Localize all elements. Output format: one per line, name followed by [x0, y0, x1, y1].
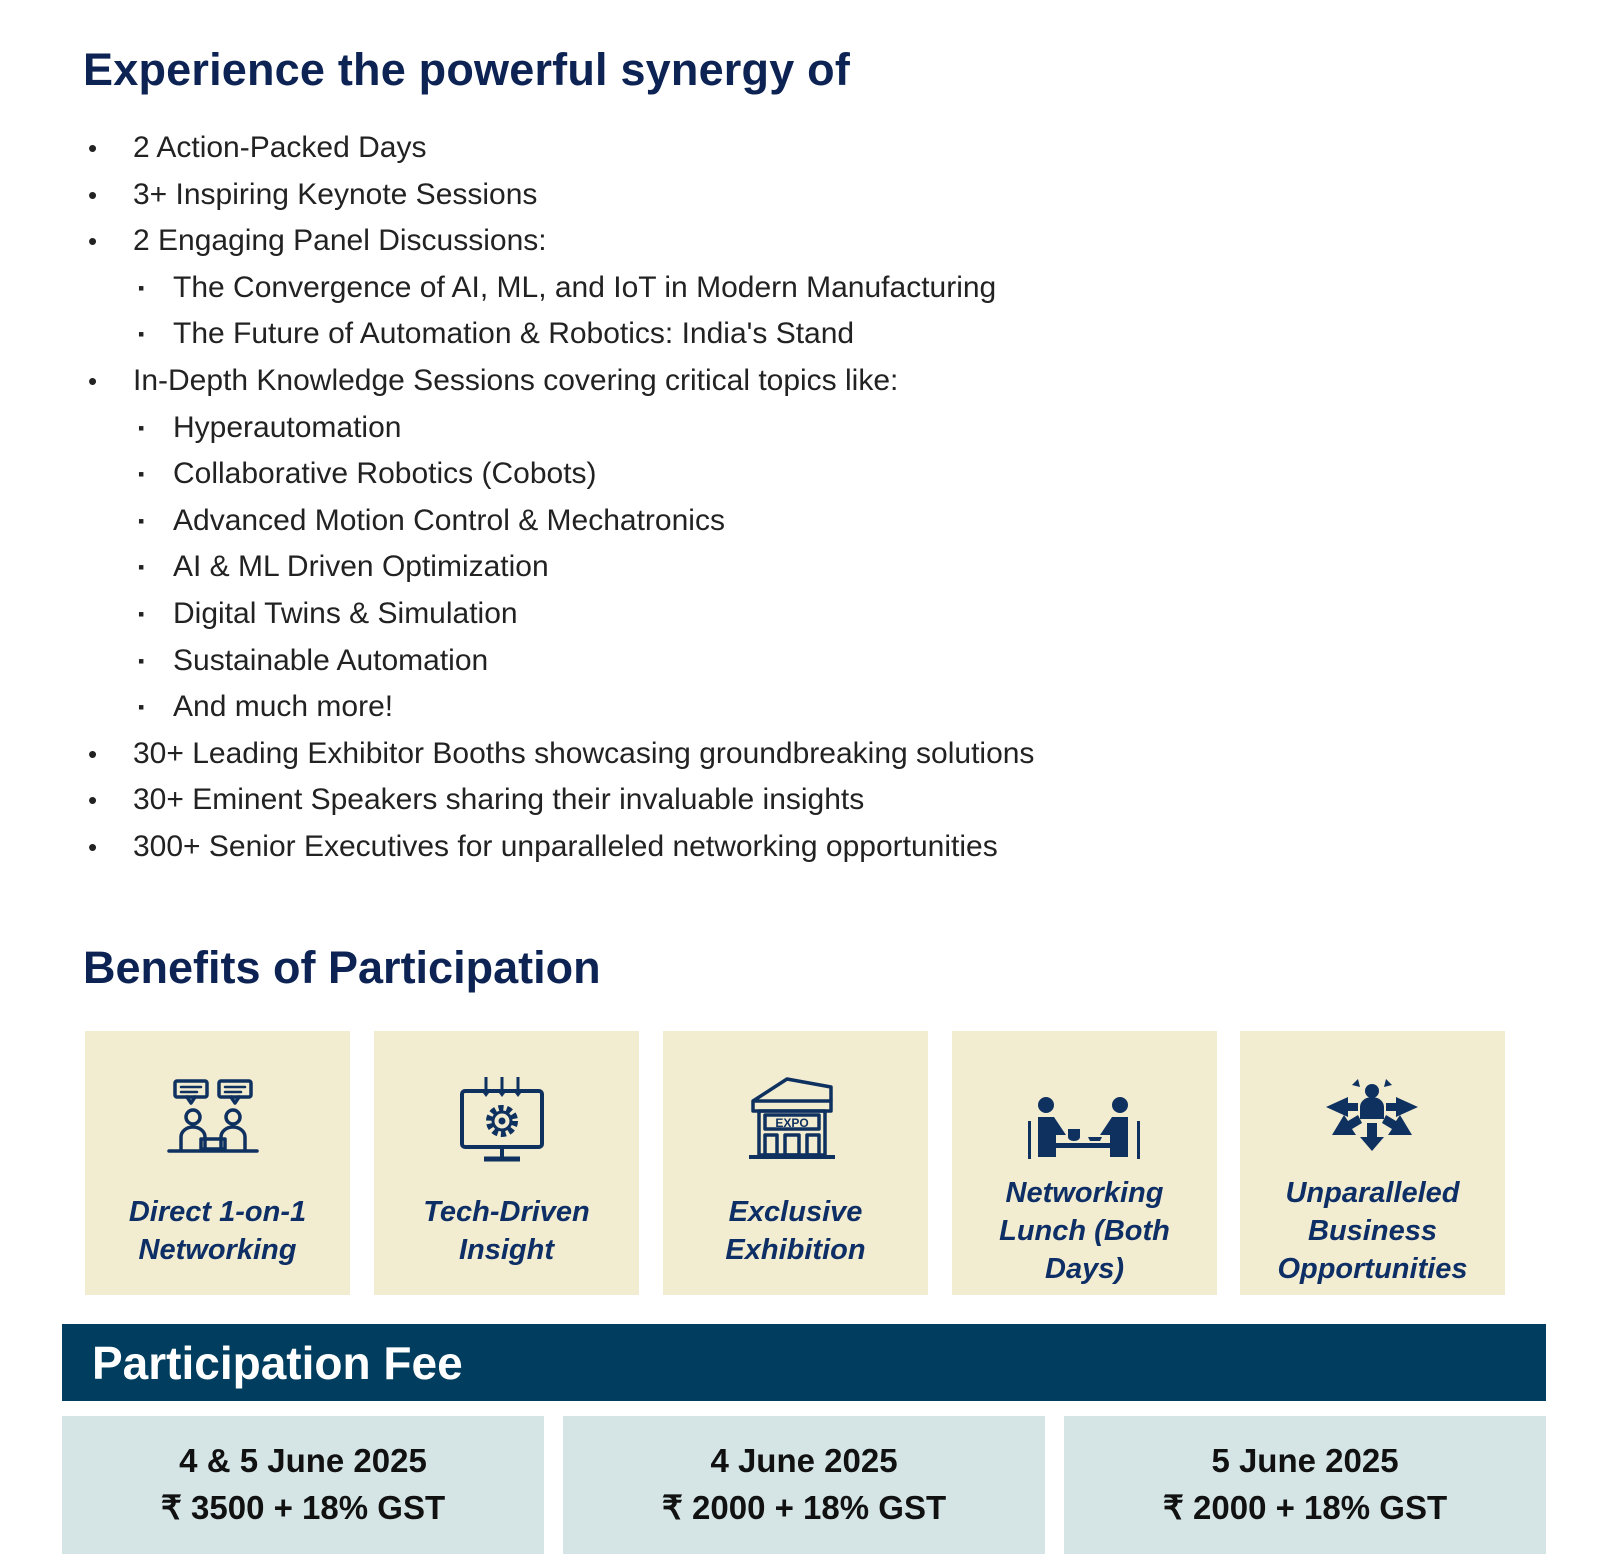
- participation-fee-header: [62, 1324, 1546, 1401]
- benefit-label: Exclusive Exhibition: [725, 1196, 866, 1266]
- benefit-card-exhibition: [663, 1031, 928, 1295]
- fee-date: 4 & 5 June 2025: [179, 1442, 427, 1479]
- sub-list-item: ▪ The Future of Automation & Robotics: India's Stand: [0, 311, 1200, 358]
- bullet-icon: •: [88, 226, 98, 257]
- square-bullet-icon: ▪: [138, 510, 145, 531]
- square-bullet-icon: ▪: [138, 697, 145, 718]
- square-bullet-icon: ▪: [138, 557, 145, 578]
- bullet-icon: •: [88, 738, 98, 769]
- participation-fee-title: Participation Fee: [92, 1337, 463, 1389]
- list-item: • 2 Action-Packed Days: [0, 125, 1200, 172]
- benefit-label: Direct 1-on-1 Networking: [128, 1196, 307, 1266]
- tech-monitor-gear-icon: [446, 1061, 566, 1181]
- fee-price: ₹ 2000 + 18% GST: [1162, 1489, 1448, 1526]
- benefit-card-tech-insight: [374, 1031, 639, 1295]
- sub-list-item: ▪ AI & ML Driven Optimization: [0, 544, 1200, 591]
- sub-list-item: ▪ Sustainable Automation: [0, 638, 1200, 685]
- fee-option-both-days: [62, 1416, 544, 1554]
- square-bullet-icon: ▪: [138, 603, 145, 624]
- synergy-heading: Experience the powerful synergy of: [83, 44, 851, 95]
- square-bullet-icon: ▪: [138, 417, 145, 438]
- square-bullet-icon: ▪: [138, 650, 145, 671]
- fee-price: ₹ 3500 + 18% GST: [160, 1489, 446, 1526]
- business-arrows-icon: [1312, 1061, 1432, 1181]
- benefit-card-lunch: [952, 1031, 1217, 1295]
- bullet-icon: •: [88, 365, 98, 396]
- benefit-label: Unparalleled Business Opportunities: [1277, 1177, 1468, 1285]
- fee-option-day-1: [563, 1416, 1045, 1554]
- sub-list-item: ▪ Collaborative Robotics (Cobots): [0, 451, 1200, 498]
- sub-list-item: ▪ The Convergence of AI, ML, and IoT in Modern Manufacturing: [0, 265, 1200, 312]
- svg-text:EXPO: EXPO: [775, 1116, 809, 1130]
- sub-list-item: ▪ Digital Twins & Simulation: [0, 591, 1200, 638]
- benefit-label: Tech-Driven Insight: [423, 1196, 590, 1266]
- bullet-icon: •: [88, 831, 98, 862]
- sub-list-item: ▪ And much more!: [0, 684, 1200, 731]
- square-bullet-icon: ▪: [138, 464, 145, 485]
- list-item: • 3+ Inspiring Keynote Sessions: [0, 172, 1200, 219]
- sub-list-item: ▪ Hyperautomation: [0, 405, 1200, 452]
- square-bullet-icon: ▪: [138, 324, 145, 345]
- list-item: • 2 Engaging Panel Discussions:: [0, 218, 1200, 265]
- sub-list-item: ▪ Advanced Motion Control & Mechatronics: [0, 498, 1200, 545]
- benefit-card-networking: [85, 1031, 350, 1295]
- benefit-card-business: [1240, 1031, 1505, 1295]
- bullet-icon: •: [88, 133, 98, 163]
- networking-chat-icon: [157, 1061, 277, 1181]
- fee-date: 4 June 2025: [710, 1442, 898, 1479]
- list-item: • In-Depth Knowledge Sessions covering critical topics like:: [0, 358, 1200, 405]
- benefits-heading: Benefits of Participation: [83, 942, 601, 993]
- expo-building-icon: [735, 1061, 855, 1181]
- synergy-list: [0, 125, 1200, 871]
- benefit-label: Networking Lunch (Both Days): [999, 1177, 1170, 1285]
- fee-date: 5 June 2025: [1211, 1442, 1399, 1479]
- bullet-icon: •: [88, 179, 98, 210]
- fee-price: ₹ 2000 + 18% GST: [661, 1489, 947, 1526]
- list-item: • 300+ Senior Executives for unparalleled networking opportunities: [0, 824, 1200, 871]
- square-bullet-icon: ▪: [138, 277, 145, 298]
- list-item: • 30+ Leading Exhibitor Booths showcasing groundbreaking solutions: [0, 731, 1200, 778]
- lunch-table-icon: [1024, 1061, 1144, 1181]
- fee-option-day-2: [1064, 1416, 1546, 1554]
- list-item: • 30+ Eminent Speakers sharing their invaluable insights: [0, 777, 1200, 824]
- bullet-icon: •: [88, 785, 98, 816]
